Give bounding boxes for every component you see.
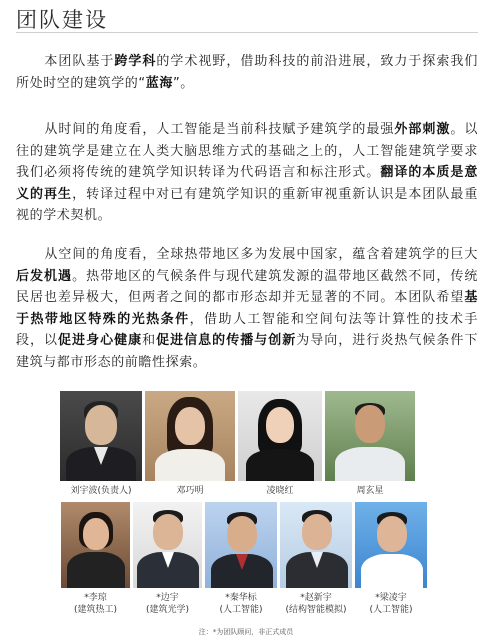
- bold-span: 促进信息的传播与创新: [156, 333, 297, 348]
- text-span: 。以往的建筑学是建立在人类大脑思维方式的基础之上的，人工智能建筑学要求我们必须将传统的建筑学知识转译为代码语言和标注形式。: [16, 122, 478, 180]
- member-photo-zhou: [325, 391, 415, 481]
- text-span: ，借助人工智能和空间句法等计算性的技术手段，以: [16, 311, 478, 348]
- advisor-name: *秦华标: [225, 593, 257, 603]
- text-span: 本团队基于: [44, 54, 115, 69]
- text-span: 从时间的角度看，人工智能是当前科技赋予建筑学的最强: [44, 122, 395, 137]
- member-photo-ling: [238, 391, 322, 481]
- bold-span: 翻译的本质是意义的再生: [16, 165, 479, 202]
- member-name: 周玄星: [356, 486, 384, 496]
- bold-span: 促进身心健康: [58, 333, 143, 348]
- bold-span: 基于热带地区特殊的光热条件: [16, 290, 478, 327]
- text-span: 为导向，进行炎热气候条件下建筑与都市形态的前瞻性探索。: [16, 333, 478, 370]
- advisor-name: *边宇: [156, 593, 179, 603]
- member-name: 邓巧明: [176, 486, 204, 496]
- text-span: 的学术视野，借助科技的前沿进展，致力于探索我们所处时空的建筑学的“: [16, 54, 478, 91]
- member-name: 刘宇波(负责人): [70, 486, 132, 496]
- title-divider: [16, 32, 478, 33]
- text-span: 。热带地区的气候条件与现代建筑发源的温带地区截然不同，传统民居也差异极大，但两者之间的都市形态却并无显著的不同。本团队希望: [16, 268, 479, 305]
- advisor-photo-liang: [355, 502, 427, 588]
- advisor-name: *李琼: [84, 593, 107, 603]
- member-name: 凌晓红: [266, 486, 294, 496]
- member-photo-liu: [60, 391, 142, 481]
- footnote: 注：*为团队顾问，非正式成员: [198, 628, 294, 636]
- advisor-photo-bian: [133, 502, 202, 588]
- member-photo-deng: [145, 391, 235, 481]
- bold-span: 蓝海: [145, 75, 173, 91]
- intro-paragraph: [16, 51, 478, 94]
- bold-span: 后发机遇: [16, 268, 73, 284]
- time-paragraph: [16, 119, 478, 227]
- text-span: 和: [142, 333, 157, 348]
- advisor-role: (结构智能模拟): [285, 605, 347, 615]
- advisor-photo-qin: [205, 502, 277, 588]
- text-span: ，转译过程中对已有建筑学知识的重新审视重新认识是本团队最重视的学术契机。: [16, 186, 479, 223]
- advisor-photo-li: [61, 502, 130, 588]
- advisor-role: (人工智能): [219, 605, 263, 615]
- advisor-name: *梁凌宇: [375, 593, 407, 603]
- advisor-role: (建筑热工): [73, 605, 118, 615]
- bold-span: 外部刺激: [394, 122, 451, 137]
- bold-span: 跨学科: [114, 54, 157, 69]
- text-span: ”。: [172, 75, 194, 91]
- advisor-photo-zhao: [280, 502, 352, 588]
- advisor-role: (人工智能): [369, 605, 413, 615]
- page-title: 团队建设: [16, 8, 108, 32]
- advisor-name: *赵新宇: [300, 593, 332, 603]
- advisor-role: (建筑光学): [145, 605, 190, 615]
- space-paragraph: [16, 244, 478, 373]
- text-span: 从空间的角度看，全球热带地区多为发展中国家，蕴含着建筑学的巨大: [44, 247, 478, 262]
